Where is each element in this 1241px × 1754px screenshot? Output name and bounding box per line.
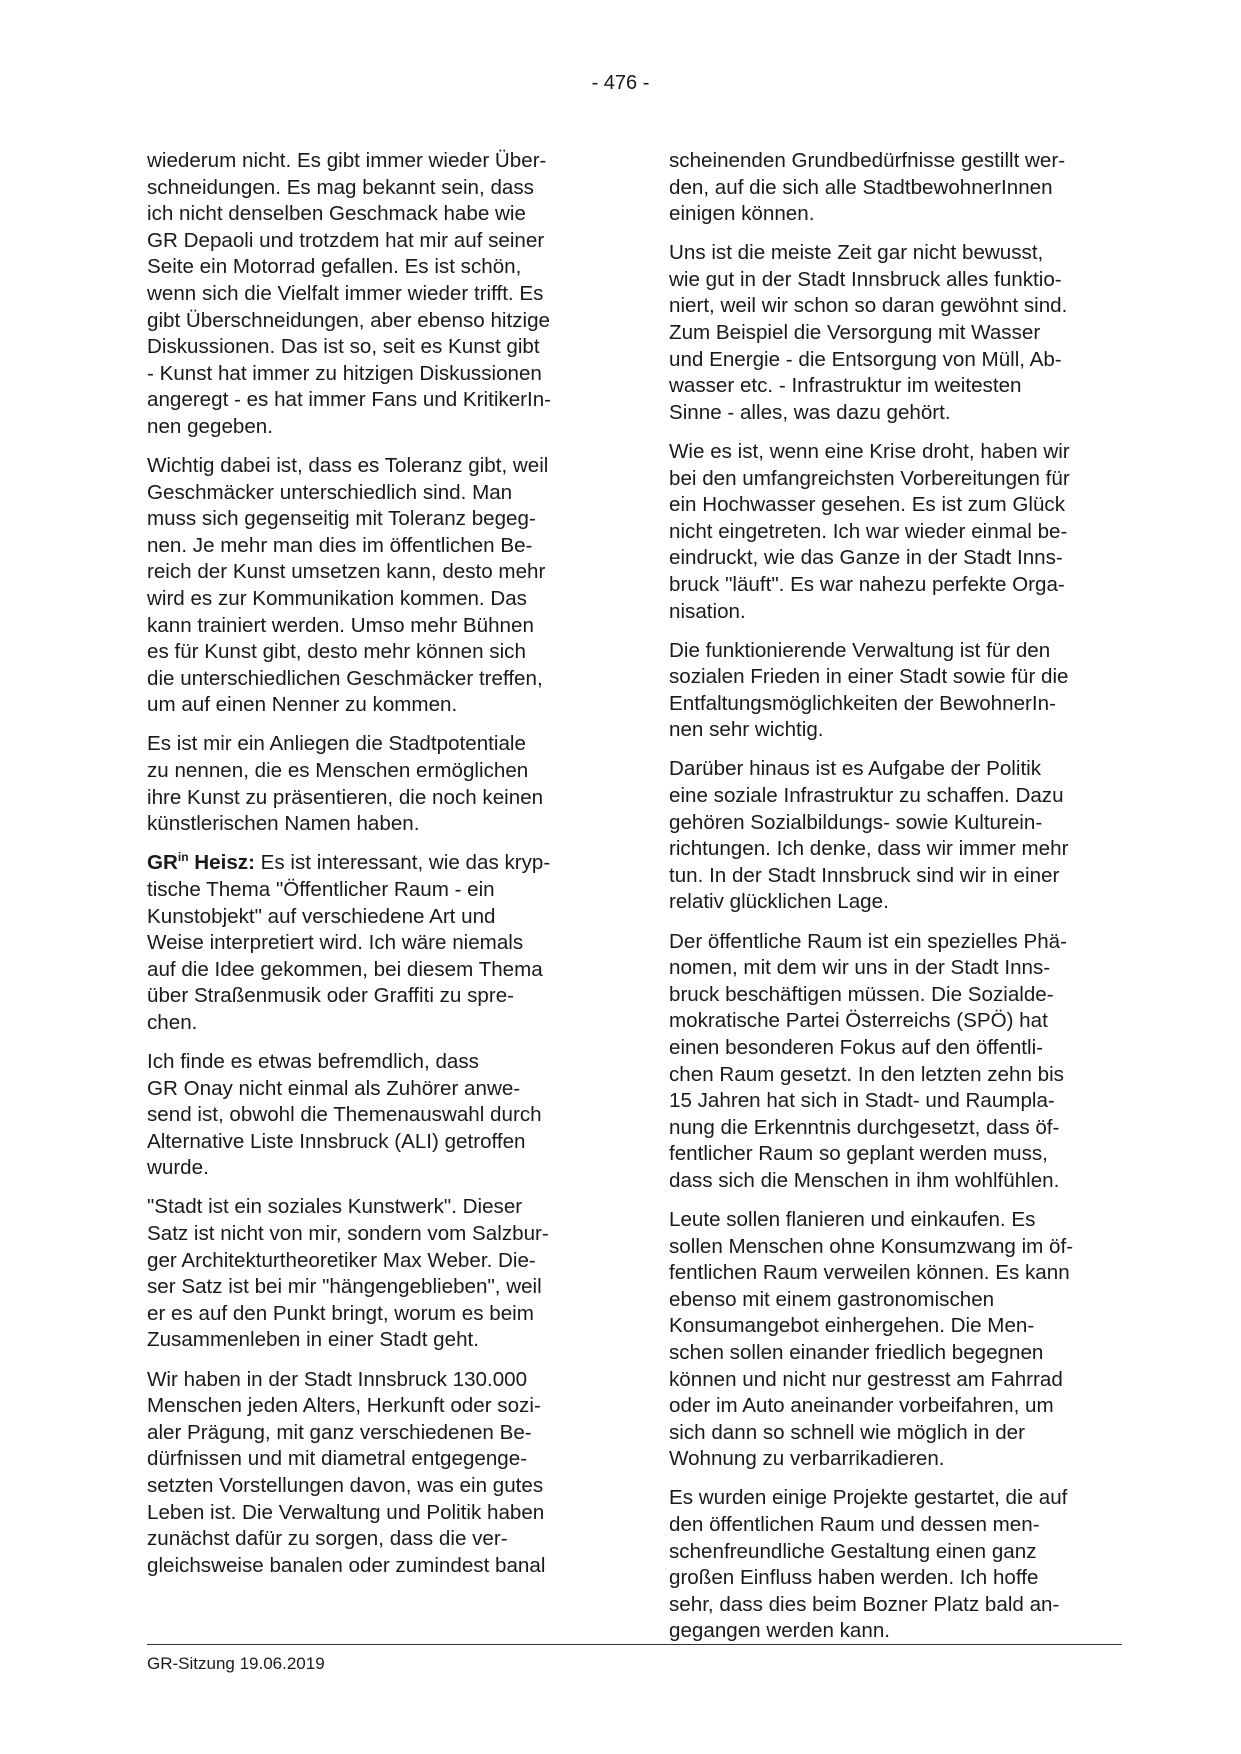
paragraph: Wir haben in der Stadt Innsbruck 130.000 Menschen jeden Alters, Herkunft oder sozi- aler Prägung, mit ganz verschiedenen Be- dürfnissen und mit diametral entgegenge- setzten Vorstellungen davon, was ein gutes Leben ist. Die Verwaltung und Politik haben zunächst dafür zu sorgen, dass die ver- gleichsweise banalen oder zumindest banal (147, 1367, 546, 1577)
right-column (669, 148, 1121, 1657)
paragraph: Ich finde es etwas befremdlich, dass GR Onay nicht einmal als Zuhörer anwe- send ist, obwohl die Themenauswahl durch Alternative Liste Innsbruck (ALI) getroffen wurde. (147, 1050, 542, 1180)
speaker-text: Es ist interessant, wie das kryp- tische Thema "Öffentlicher Raum - ein Kunstobjekt" auf verschiedene Art und Weise interpretiert wird. Ich wäre niemals auf die Idee gekommen, bei diesem Thema über Straßenmusik oder Graffiti zu spre- chen. (147, 851, 551, 1034)
paragraph: Wichtig dabei ist, dass es Toleranz gibt, weil Geschmäcker unterschiedlich sind. Man muss sich gegenseitig mit Toleranz begeg- nen. Je mehr man dies im öffentlichen Be- reich der Kunst umsetzen kann, desto mehr wird es zur Kommunikation kommen. Das kann trainiert werden. Umso mehr Bühnen es für Kunst gibt, desto mehr können sich die unterschiedlichen Geschmäcker treffen, um auf einen Nenner zu kommen. (147, 454, 549, 717)
paragraph: Die funktionierende Verwaltung ist für den sozialen Frieden in einer Stadt sowie für die Entfaltungsmöglichkeiten der BewohnerIn- nen sehr wichtig. (669, 638, 1069, 742)
left-column (147, 148, 599, 1592)
speaker-label (147, 851, 255, 874)
speaker-name: Heisz: (188, 851, 255, 875)
page-number: - 476 - (591, 72, 650, 94)
speaker-paragraph (147, 850, 599, 1036)
paragraph: Der öffentliche Raum ist ein spezielles Phä- nomen, mit dem wir uns in der Stadt Inns- bruck beschäftigen müssen. Die Sozialde- mokratische Partei Österreichs (SPÖ) hat einen besonderen Fokus auf den öffentli- chen Raum gesetzt. In den letzten zehn bis 15 Jahren hat sich in Stadt- und Raumpla- nung die Erkenntnis durchgesetzt, dass öf- fentlicher Raum so geplant werden muss, dass sich die Menschen in ihm wohlfühlen. (669, 929, 1067, 1192)
paragraph: Uns ist die meiste Zeit gar nicht bewusst, wie gut in der Stadt Innsbruck alles funktio- niert, weil wir schon so daran gewöhnt sind. Zum Beispiel die Versorgung mit Wasser und Energie - die Entsorgung von Müll, Ab- wasser etc. - Infrastruktur im weitesten Sinne - alles, was dazu gehört. (669, 241, 1068, 424)
paragraph: Es ist mir ein Anliegen die Stadtpotentiale zu nennen, die es Menschen ermöglichen ihre Kunst zu präsentieren, die noch keinen künstlerischen Namen haben. (147, 732, 544, 836)
paragraph: scheinenden Grundbedürfnisse gestillt wer- den, auf die sich alle StadtbewohnerInnen einigen können. (669, 149, 1066, 226)
paragraph: Leute sollen flanieren und einkaufen. Es sollen Menschen ohne Konsumzwang im öf- fentlichen Raum verweilen können. Es kann ebenso mit einem gastronomischen Konsumangebot einhergehen. Die Men- schen sollen einander friedlich begegnen können und nicht nur gestresst am Fahrrad oder im Auto aneinander vorbeifahren, um sich dann so schnell wie möglich in der Wohnung zu verbarrikadieren. (669, 1207, 1074, 1471)
paragraph: "Stadt ist ein soziales Kunstwerk". Dieser Satz ist nicht von mir, sondern vom Salzbur- ger Architekturtheoretiker Max Weber. Die- ser Satz ist bei mir "hängengeblieben", weil er es auf den Punkt bringt, worum es beim Zusammenleben in einer Stadt geht. (147, 1195, 549, 1352)
footer-divider (147, 1644, 1122, 1645)
paragraph: Darüber hinaus ist es Aufgabe der Politik eine soziale Infrastruktur zu schaffen. Dazu gehören Sozialbildungs- sowie Kulturein- richtungen. Ich denke, dass wir immer mehr tun. In der Stadt Innsbruck sind wir in einer relativ glücklichen Lage. (669, 757, 1069, 914)
paragraph: Wie es ist, wenn eine Krise droht, haben wir bei den umfangreichsten Vorbereitungen für ein Hochwasser gesehen. Es ist zum Glück nicht eingetreten. Ich war wieder einmal be- eindruckt, wie das Ganze in der Stadt Inns- bruck "läuft". Es war nahezu perfekte Orga- nisation. (669, 439, 1070, 623)
paragraph: Es wurden einige Projekte gestartet, die auf den öffentlichen Raum und dessen men- schenfreundliche Gestaltung einen ganz großen Einfluss haben werden. Ich hoffe sehr, dass dies beim Bozner Platz bald an- gegangen werden kann. (669, 1486, 1068, 1643)
footer-session-date: GR-Sitzung 19.06.2019 (147, 1654, 325, 1673)
speaker-prefix: GR (147, 851, 178, 875)
speaker-superscript: in (177, 850, 189, 865)
paragraph: wiederum nicht. Es gibt immer wieder Über- schneidungen. Es mag bekannt sein, dass ich nicht denselben Geschmack habe wie GR Depaoli und trotzdem hat mir auf seiner Seite ein Motorrad gefallen. Es ist schön, wenn sich die Vielfalt immer wieder trifft. Es gibt Überschneidungen, aber ebenso hitzige Diskussionen. Das ist so, seit es Kunst gibt - Kunst hat immer zu hitzigen Diskussionen angeregt - es hat immer Fans und KritikerIn- nen gegeben. (147, 149, 552, 438)
